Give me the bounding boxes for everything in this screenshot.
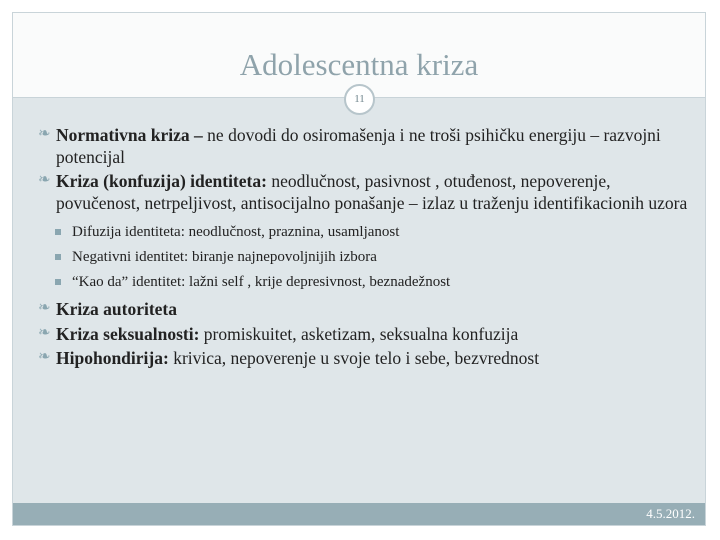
leaf-bullet-icon: ❧: [38, 324, 51, 341]
bullet-text: krivica, nepoverenje u svoje telo i sebe, bezvrednost: [168, 348, 540, 368]
page-number-badge: 11: [344, 84, 375, 115]
bullet-text: ne dovodi do osiromašenja i ne troši psihičku energiju – razvojni potencijal: [56, 125, 661, 167]
subbullet-list: [42, 224, 692, 291]
subbullet-text: Difuzija identiteta: neodlučnost, praznina, usamljanost: [72, 224, 400, 240]
bullet-text: neodlučnost, pasivnost , otuđenost, nepoverenje, povučenost, netrpeljivost, antisocijalno ponašanje – izlaz u traženju identifikacionih uzora: [56, 171, 688, 213]
bullet-heading: Hipohondirija:: [56, 348, 169, 368]
footer-bar: [13, 503, 705, 525]
leaf-bullet-icon: ❧: [38, 300, 51, 316]
bullet-heading: Kriza (konfuzija) identiteta:: [56, 171, 267, 191]
bullet-item: [38, 171, 692, 214]
slide-date: 4.5.2012.: [646, 506, 695, 521]
subbullet-item: [42, 249, 692, 266]
square-bullet-icon: [55, 229, 61, 235]
square-bullet-icon: [55, 279, 61, 285]
leaf-bullet-icon: ❧: [38, 349, 51, 365]
subbullet-text: “Kao da” identitet: lažni self , krije depresivnost, beznadežnost: [72, 274, 451, 290]
bullet-heading: Normativna kriza –: [56, 125, 203, 145]
subbullet-item: [42, 274, 692, 291]
bullet-item: [38, 323, 692, 346]
bullet-heading: Kriza autoriteta: [56, 299, 177, 319]
slide-title: Adolescentna kriza: [239, 47, 479, 82]
subbullet-text: Negativni identitet: biranje najnepovoljnijih izbora: [72, 249, 377, 265]
leaf-bullet-icon: ❧: [38, 126, 51, 142]
bullet-heading: Kriza seksualnosti:: [56, 323, 200, 344]
slide-body: [38, 125, 692, 373]
bullet-item: [38, 125, 692, 168]
leaf-bullet-icon: ❧: [38, 172, 51, 188]
bullet-text: promiskuitet, asketizam, seksualna konfuzija: [199, 323, 519, 344]
subbullet-item: [42, 224, 692, 241]
square-bullet-icon: [55, 254, 61, 260]
bullet-item: [38, 348, 692, 370]
bullet-item: [38, 299, 692, 321]
